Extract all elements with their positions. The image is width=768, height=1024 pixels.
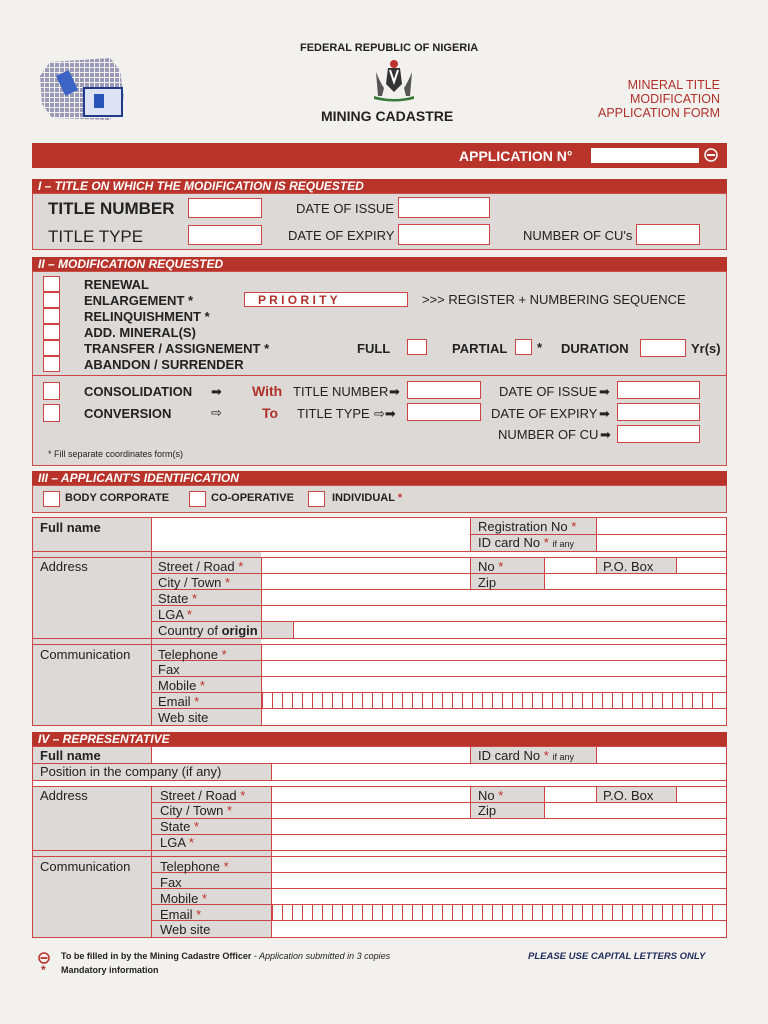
date-of-issue-label: DATE OF ISSUE xyxy=(296,201,394,216)
if-any-text: if any xyxy=(552,539,574,549)
right-arrow-icon: ➡ xyxy=(599,384,610,399)
target-date-of-expiry-field[interactable] xyxy=(617,403,700,421)
application-label: APPLICATION N° xyxy=(459,148,573,164)
right-arrow-outline-icon: ⇨ xyxy=(211,405,222,420)
individual-label: INDIVIDUAL * xyxy=(332,492,403,504)
id-card-text: ID card No xyxy=(478,535,541,550)
officer-note xyxy=(61,951,390,961)
option-enlargement: ENLARGEMENT * xyxy=(84,293,194,308)
section-2-header: II – MODIFICATION REQUESTED xyxy=(32,257,727,271)
no-text: No xyxy=(478,559,495,574)
country-text: Country of xyxy=(158,623,222,638)
circle-minus-icon xyxy=(704,148,718,162)
rep-street-label: Street / Road * xyxy=(160,788,246,803)
section-2-divider xyxy=(32,375,727,376)
individual-text: INDIVIDUAL xyxy=(332,492,395,504)
city-text: City / Town xyxy=(158,575,222,590)
republic-title: FEDERAL REPUBLIC OF NIGERIA xyxy=(300,42,479,54)
telephone-text: Telephone xyxy=(158,647,218,662)
duration-field[interactable] xyxy=(640,339,686,357)
rep-full-name-label: Full name xyxy=(40,748,101,763)
rep-communication-label: Communication xyxy=(40,859,131,874)
registration-no-text: Registration No xyxy=(478,519,568,534)
renewal-checkbox[interactable] xyxy=(43,276,60,292)
date-of-expiry-label: DATE OF EXPIRY xyxy=(288,228,395,243)
email-text: Email xyxy=(158,694,191,709)
applicant-mobile-label: Mobile * xyxy=(158,678,205,693)
target-title-number-field[interactable] xyxy=(407,381,481,399)
date-of-expiry-label-2: DATE OF EXPIRY xyxy=(491,406,598,421)
priority-label: P R I O R I T Y xyxy=(258,293,338,307)
form-title xyxy=(590,78,720,120)
circle-minus-icon xyxy=(38,951,50,963)
rep-no-label: No * xyxy=(478,788,504,803)
date-of-expiry-field[interactable] xyxy=(398,224,490,245)
form-title-line: MODIFICATION xyxy=(629,92,720,106)
number-of-cus-field[interactable] xyxy=(636,224,700,245)
form-title-line: MINERAL TITLE xyxy=(627,78,720,92)
individual-checkbox[interactable] xyxy=(308,491,325,507)
rep-state-label: State * xyxy=(160,819,200,834)
applicant-city-label: City / Town * xyxy=(158,575,231,590)
applicant-state-label: State * xyxy=(158,591,198,606)
rep-email-text: Email xyxy=(160,907,193,922)
representative-email-cells[interactable] xyxy=(272,905,722,920)
full-label: FULL xyxy=(357,341,391,356)
register-text: >>> REGISTER + NUMBERING SEQUENCE xyxy=(422,292,686,307)
partial-star: * xyxy=(537,340,543,355)
street-text: Street / Road xyxy=(158,559,235,574)
title-type-label-2: TITLE TYPE xyxy=(297,406,370,421)
section-1-header: I – TITLE ON WHICH THE MODIFICATION IS REQUESTED xyxy=(32,179,727,193)
rep-position-label: Position in the company (if any) xyxy=(40,764,222,779)
transfer-checkbox[interactable] xyxy=(43,340,60,356)
option-renewal: RENEWAL xyxy=(84,277,149,292)
country-origin-text: origin xyxy=(221,623,258,638)
coat-of-arms-icon xyxy=(370,58,418,102)
option-add-mineral: ADD. MINERAL(S) xyxy=(84,325,196,340)
rep-zip-label: Zip xyxy=(478,803,497,818)
rep-telephone-text: Telephone xyxy=(160,859,220,874)
coordinates-footnote: * Fill separate coordinates form(s) xyxy=(48,449,184,459)
title-number-label: TITLE NUMBER xyxy=(48,199,175,218)
rep-if-any-text: if any xyxy=(552,752,574,762)
right-arrow-icon: ➡ xyxy=(599,406,610,421)
applicant-email-label: Email * xyxy=(158,694,200,709)
applicant-email-cells[interactable] xyxy=(262,693,722,708)
application-number-field[interactable] xyxy=(591,148,699,163)
mobile-text: Mobile xyxy=(158,678,197,693)
right-arrow-icon: ⇨➡ xyxy=(374,406,396,421)
rep-city-label: City / Town * xyxy=(160,803,233,818)
conversion-checkbox[interactable] xyxy=(43,404,60,422)
title-type-label: TITLE TYPE xyxy=(48,227,144,246)
co-operative-label: CO-OPERATIVE xyxy=(211,492,294,504)
target-number-of-cu-field[interactable] xyxy=(617,425,700,443)
date-of-issue-field[interactable] xyxy=(398,197,490,218)
section-3-header: III – APPLICANT'S IDENTIFICATION xyxy=(32,471,727,485)
conversion-label: CONVERSION xyxy=(84,406,172,421)
asterisk-icon: * xyxy=(41,963,46,977)
body-corporate-checkbox[interactable] xyxy=(43,491,60,507)
with-label: With xyxy=(252,383,283,399)
rep-mobile-text: Mobile xyxy=(160,891,199,906)
duration-label: DURATION xyxy=(561,341,629,356)
applicant-website-label: Web site xyxy=(158,710,209,725)
section-4-header: IV – REPRESENTATIVE xyxy=(32,732,727,746)
applicant-lga-label: LGA * xyxy=(158,607,192,622)
copies-note-text: - Application submitted in 3 copies xyxy=(253,951,391,961)
body-corporate-label: BODY CORPORATE xyxy=(65,492,170,504)
right-arrow-icon: ➡ xyxy=(600,427,611,442)
applicant-address-label: Address xyxy=(40,559,88,574)
date-of-issue-label-2: DATE OF ISSUE xyxy=(499,384,597,399)
full-checkbox[interactable] xyxy=(407,339,427,355)
applicant-street-label: Street / Road * xyxy=(158,559,244,574)
agency-title: MINING CADASTRE xyxy=(321,108,454,124)
rep-lga-label: LGA * xyxy=(160,835,194,850)
consolidation-label: CONSOLIDATION xyxy=(84,384,193,399)
applicant-fax-label: Fax xyxy=(158,662,180,677)
applicant-no-label: No * xyxy=(478,559,504,574)
rep-email-label: Email * xyxy=(160,907,202,922)
title-number-field[interactable] xyxy=(188,198,262,218)
years-label: Yr(s) xyxy=(691,341,721,356)
consolidation-checkbox[interactable] xyxy=(43,382,60,400)
applicant-country-label xyxy=(158,623,258,638)
applicant-communication-label: Communication xyxy=(40,647,131,662)
right-arrow-icon: ➡ xyxy=(389,384,400,399)
number-of-cu-label: NUMBER OF CU xyxy=(498,427,599,442)
partial-label: PARTIAL xyxy=(452,341,508,356)
applicant-po-box-label: P.O. Box xyxy=(603,559,654,574)
registration-no-label: Registration No * xyxy=(478,519,577,534)
lga-text: LGA xyxy=(158,607,184,622)
enlargement-checkbox[interactable] xyxy=(43,292,60,308)
applicant-telephone-label: Telephone * xyxy=(158,647,227,662)
rep-website-label: Web site xyxy=(160,922,211,937)
officer-note-text: To be filled in by the Mining Cadastre Officer xyxy=(61,951,252,961)
target-title-type-field[interactable] xyxy=(407,403,481,421)
rep-fax-label: Fax xyxy=(160,875,182,890)
partial-checkbox[interactable] xyxy=(515,339,532,355)
rep-city-text: City / Town xyxy=(160,803,224,818)
form-title-line: APPLICATION FORM xyxy=(597,106,720,120)
option-abandon: ABANDON / SURRENDER xyxy=(84,357,244,372)
rep-state-text: State xyxy=(160,819,191,834)
mandatory-note: Mandatory information xyxy=(61,965,159,975)
logo xyxy=(40,58,124,120)
applicant-full-name-field[interactable] xyxy=(152,518,436,550)
add-mineral-checkbox[interactable] xyxy=(43,324,60,340)
title-type-field[interactable] xyxy=(188,225,262,245)
option-relinquishment: RELINQUISHMENT * xyxy=(84,309,210,324)
abandon-checkbox[interactable] xyxy=(43,356,60,372)
applicant-zip-label: Zip xyxy=(478,575,497,590)
rep-no-text: No xyxy=(478,788,495,803)
applicant-full-name-label: Full name xyxy=(40,520,101,535)
relinquishment-checkbox[interactable] xyxy=(43,308,60,324)
rep-id-card-text: ID card No xyxy=(478,748,541,763)
state-text: State xyxy=(158,591,189,606)
number-of-cus-label: NUMBER OF CU's xyxy=(523,228,633,243)
rep-lga-text: LGA xyxy=(160,835,186,850)
rep-telephone-label: Telephone * xyxy=(160,859,229,874)
target-date-of-issue-field[interactable] xyxy=(617,381,700,399)
right-arrow-icon: ➡ xyxy=(211,384,222,399)
rep-po-box-label: P.O. Box xyxy=(603,788,654,803)
rep-id-card-label: ID card No * if any xyxy=(478,748,574,763)
rep-address-label: Address xyxy=(40,788,88,803)
co-operative-checkbox[interactable] xyxy=(189,491,206,507)
rep-street-text: Street / Road xyxy=(160,788,237,803)
applicant-id-card-label: ID card No * if any xyxy=(478,535,574,550)
to-label: To xyxy=(262,405,279,421)
option-transfer: TRANSFER / ASSIGNEMENT * xyxy=(84,341,270,356)
title-number-label-2: TITLE NUMBER xyxy=(293,384,389,399)
rep-mobile-label: Mobile * xyxy=(160,891,207,906)
capital-letters-note: PLEASE USE CAPITAL LETTERS ONLY xyxy=(528,951,706,962)
